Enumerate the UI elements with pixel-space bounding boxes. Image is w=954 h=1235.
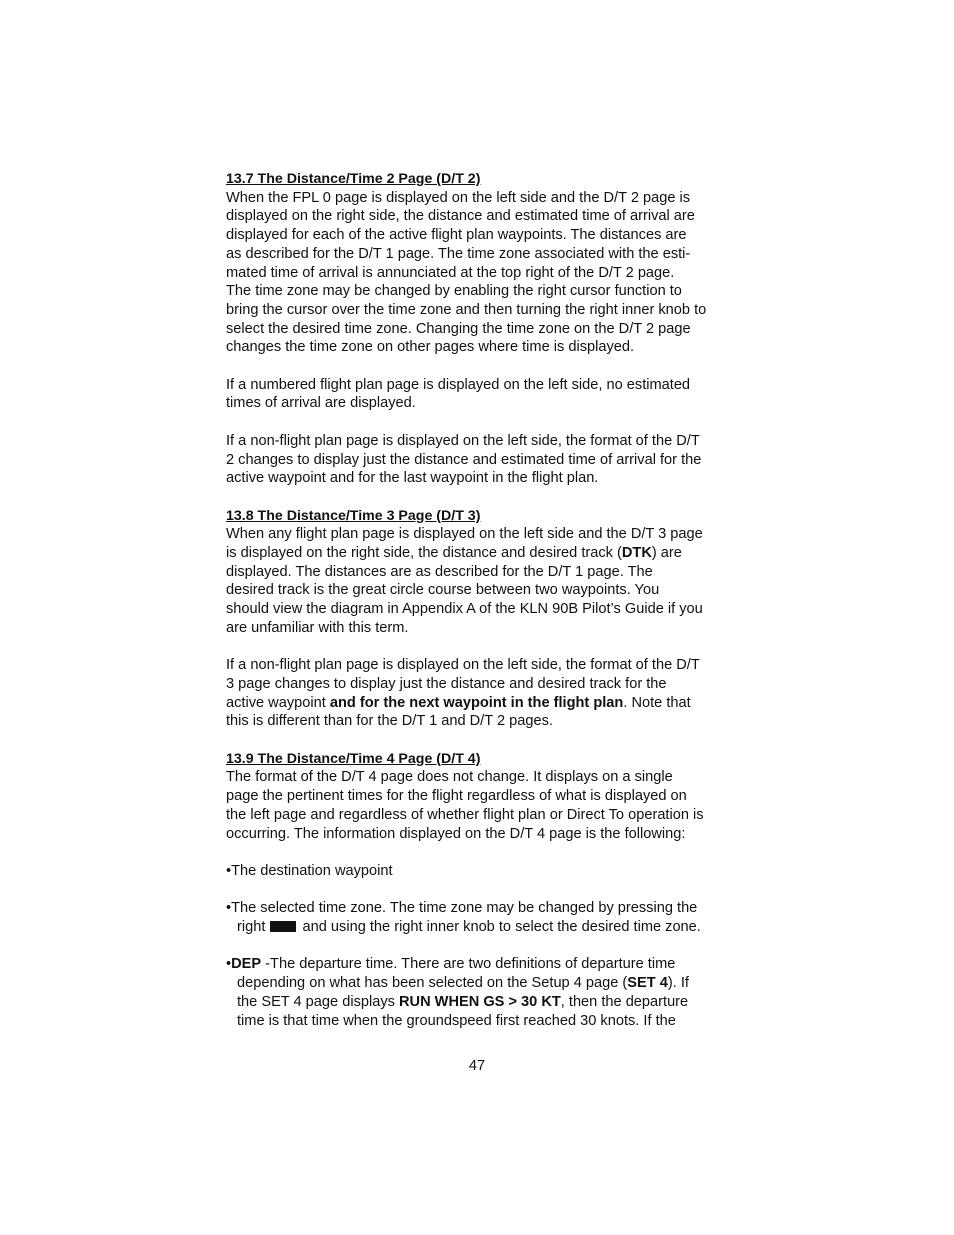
list-item [226, 862, 746, 881]
section-13-7 [226, 170, 746, 488]
text-run: , then the departure [560, 993, 689, 1010]
list-item-continuation [226, 993, 746, 1012]
paragraph-line [226, 544, 746, 563]
list-item-continuation [226, 974, 746, 993]
paragraph-line: occurring. The information displayed on the D/T 4 page is the following: [226, 825, 686, 842]
section-13-9 [226, 750, 746, 1031]
text-run: ) are [651, 545, 682, 562]
paragraph-line: page the pertinent times for the flight regardless of what is displayed on [226, 788, 687, 805]
section-13-8 [226, 507, 746, 731]
section-heading: 13.9 The Distance/Time 4 Page (D/T 4) [226, 750, 481, 767]
bullet-mark: • [226, 956, 232, 973]
paragraph-line: the left page and regardless of whether flight plan or Direct To operation is [226, 806, 704, 823]
paragraph-line: changes the time zone on other pages where time is displayed. [226, 339, 635, 356]
bullet-mark: • [226, 900, 232, 917]
manual-page-body [226, 170, 746, 1030]
paragraph-line: The format of the D/T 4 page does not change. It displays on a single [226, 769, 673, 786]
bullet-mark: • [226, 862, 232, 879]
text-run: right [237, 919, 266, 936]
text-run: depending on what has been selected on the Setup 4 page ( [237, 975, 628, 992]
paragraph-line: The time zone may be changed by enabling the right cursor function to [226, 283, 682, 300]
text-run: . Note that [623, 694, 691, 711]
paragraph-line: are unfamiliar with this term. [226, 619, 409, 636]
text-run: ). If [667, 975, 689, 992]
list-item [226, 955, 746, 974]
paragraph-line: When any flight plan page is displayed on the left side and the D/T 3 page [226, 526, 703, 543]
paragraph-line: this is different than for the D/T 1 and D/T 2 pages. [226, 713, 553, 730]
paragraph-line: bring the cursor over the time zone and then turning the right inner knob to [226, 301, 707, 318]
paragraph-line: should view the diagram in Appendix A of the KLN 90B Pilot’s Guide if you [226, 601, 703, 618]
text-run: is displayed on the right side, the distance and desired track ( [226, 545, 622, 562]
list-item-text: The destination waypoint [231, 862, 393, 879]
paragraph-line: If a numbered flight plan page is displayed on the left side, no estimated [226, 376, 691, 393]
list-item-text: The selected time zone. The time zone may be changed by pressing the [231, 900, 698, 917]
paragraph-line: When the FPL 0 page is displayed on the left side and the D/T 2 page is [226, 189, 691, 206]
text-run: active waypoint [226, 694, 330, 711]
paragraph-line: desired track is the great circle course between two waypoints. You [226, 582, 660, 599]
paragraph-line: mated time of arrival is annunciated at the top right of the D/T 2 page. [226, 264, 675, 281]
list-item-continuation: time is that time when the groundspeed first reached 30 knots. If the [237, 1012, 676, 1029]
paragraph-line: displayed on the right side, the distance and estimated time of arrival are [226, 208, 695, 225]
paragraph-line: displayed for each of the active flight plan waypoints. The distances are [226, 227, 687, 244]
paragraph-line: as described for the D/T 1 page. The time zone associated with the esti- [226, 245, 691, 262]
text-run: and using the right inner knob to select the desired time zone. [302, 919, 701, 936]
bold-term: SET 4 [627, 975, 668, 992]
paragraph-line: displayed. The distances are as described for the D/T 1 page. The [226, 563, 653, 580]
paragraph-line: select the desired time zone. Changing the time zone on the D/T 2 page [226, 320, 691, 337]
paragraph-line: 3 page changes to display just the distance and desired track for the [226, 675, 667, 692]
paragraph-line: If a non-flight plan page is displayed on the left side, the format of the D/T [226, 657, 700, 674]
page-number: 47 [468, 1058, 486, 1074]
text-run: -The departure time. There are two definitions of departure time [261, 956, 676, 973]
paragraph-line: active waypoint and for the last waypoint in the flight plan. [226, 470, 599, 487]
bold-term: DEP [231, 956, 262, 973]
bold-phrase: and for the next waypoint in the flight plan [329, 694, 624, 711]
cursor-key-icon [270, 921, 296, 932]
list-item [226, 899, 746, 918]
bold-term: RUN WHEN GS > 30 KT [399, 993, 561, 1010]
section-heading: 13.8 The Distance/Time 3 Page (D/T 3) [226, 507, 481, 524]
text-run: the SET 4 page displays [237, 993, 399, 1010]
paragraph-line: If a non-flight plan page is displayed on the left side, the format of the D/T [226, 432, 700, 449]
paragraph-line: times of arrival are displayed. [226, 395, 416, 412]
paragraph-line: 2 changes to display just the distance and estimated time of arrival for the [226, 451, 702, 468]
list-item-continuation [226, 918, 746, 937]
bold-term: DTK [621, 545, 652, 562]
paragraph-line [226, 694, 746, 713]
section-heading: 13.7 The Distance/Time 2 Page (D/T 2) [226, 171, 481, 187]
